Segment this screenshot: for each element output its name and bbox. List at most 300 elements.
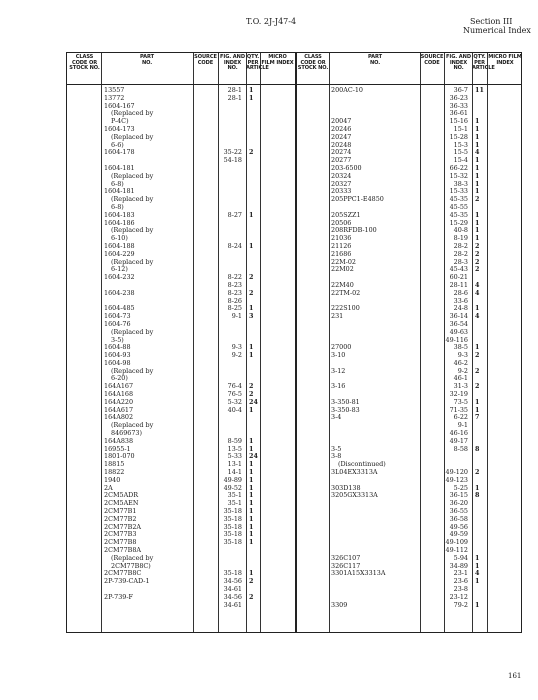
- fig-index-number: 46-2: [453, 358, 468, 367]
- fig-index-number: 15-1: [453, 124, 468, 133]
- fig-index-number: 34-61: [223, 585, 242, 593]
- fig-index-number: 36-14: [449, 312, 468, 321]
- fig-index-number: 8-22: [227, 273, 242, 282]
- part-number: 3-350-83: [331, 405, 360, 414]
- index-row: [67, 352, 521, 360]
- part-number: 303D138: [331, 483, 361, 492]
- part-number: 2CM77B8A: [104, 546, 142, 555]
- part-number: 2CM5AEN: [104, 499, 139, 508]
- part-number: (Replaced by: [111, 366, 154, 375]
- index-row: [67, 547, 521, 555]
- part-number: 22TM-02: [331, 288, 361, 297]
- part-number: 222S100: [331, 304, 360, 313]
- quantity: 1: [475, 140, 480, 149]
- part-number: 200AC-10: [331, 86, 363, 94]
- fig-index-number: 31-3: [453, 382, 468, 391]
- quantity: 1: [475, 132, 480, 141]
- quantity: 2: [475, 351, 480, 360]
- quantity: 1: [475, 117, 480, 126]
- fig-index-number: 49-52: [223, 483, 242, 492]
- part-number: 1801-070: [104, 452, 135, 461]
- fig-index-number: 45-43: [449, 265, 468, 274]
- header-class-code-2: CLASS CODE OR STOCK NO.: [297, 54, 329, 72]
- part-number: 3-16: [331, 382, 346, 391]
- fig-index-number: 36-7: [453, 86, 468, 94]
- fig-index-number: 36-55: [449, 507, 468, 516]
- part-number: 1604-167: [104, 101, 135, 110]
- fig-index-number: 45-35: [449, 210, 468, 219]
- quantity: 1: [249, 304, 254, 313]
- fig-index-number: 9-3: [231, 343, 242, 352]
- numerical-index-table: [66, 52, 522, 633]
- fig-index-number: 36-58: [449, 514, 468, 523]
- part-number: 164A802: [104, 413, 134, 422]
- part-number: 1604-88: [104, 343, 131, 352]
- quantity: 2: [249, 273, 254, 282]
- header-fig-index: FIG. AND INDEX NO.: [220, 54, 245, 72]
- doc-number: T.O. 2J-J47-4: [246, 17, 297, 26]
- quantity: 2: [475, 257, 480, 266]
- fig-index-number: 23-1: [453, 569, 468, 578]
- fig-index-number: 36-61: [449, 109, 468, 118]
- part-number: 205PPC1-E4850: [331, 195, 384, 204]
- fig-index-number: 24-8: [453, 304, 468, 313]
- index-row: [67, 438, 521, 446]
- quantity: 1: [249, 475, 254, 484]
- quantity: 2: [249, 390, 254, 399]
- part-number: 20248: [331, 140, 352, 149]
- fig-index-number: 49-63: [449, 327, 468, 336]
- fig-index-number: 73-5: [453, 397, 468, 406]
- quantity: 1: [475, 179, 480, 188]
- header-source-code: SOURCE CODE: [194, 54, 217, 66]
- fig-index-number: 35-22: [223, 148, 242, 157]
- fig-index-number: 15-16: [449, 117, 468, 126]
- fig-index-number: 28-6: [453, 288, 468, 297]
- index-row: [67, 227, 521, 235]
- quantity: 24: [249, 397, 258, 406]
- header-micro-film-2: MICRO FILM INDEX: [488, 54, 522, 66]
- right-index-list: [67, 87, 521, 609]
- fig-index-number: 35-18: [223, 507, 242, 516]
- part-number: 3-10: [331, 351, 346, 360]
- quantity: 1: [249, 468, 254, 477]
- part-number: 2P-739-CAD-1: [104, 577, 150, 586]
- quantity: 1: [475, 218, 480, 227]
- fig-index-number: 76-4: [227, 382, 242, 391]
- quantity: 2: [475, 468, 480, 477]
- fig-index-number: 71-35: [449, 405, 468, 414]
- fig-index-number: 8-23: [227, 288, 242, 297]
- quantity: 1: [475, 187, 480, 196]
- part-number: 6-8): [111, 202, 124, 211]
- part-number: 2A: [104, 483, 113, 492]
- quantity: 1: [249, 491, 254, 500]
- index-row: [67, 594, 521, 602]
- index-row: [67, 375, 521, 383]
- index-row: [67, 344, 521, 352]
- quantity: 1: [249, 507, 254, 516]
- fig-index-number: 34-56: [223, 592, 242, 601]
- fig-index-number: 60-21: [449, 273, 468, 282]
- page-number: 161: [508, 672, 522, 680]
- part-number: 164A167: [104, 382, 134, 391]
- index-row: [67, 251, 521, 259]
- fig-index-number: 8-26: [227, 296, 242, 305]
- quantity: 1: [249, 444, 254, 453]
- fig-index-number: 8-27: [227, 210, 242, 219]
- quantity: 1: [249, 86, 254, 94]
- fig-index-number: 5-25: [453, 483, 468, 492]
- quantity: 1: [475, 234, 480, 243]
- fig-index-number: 35-18: [223, 530, 242, 539]
- part-number: (Replaced by: [111, 132, 154, 141]
- part-number: 6-20): [111, 374, 128, 383]
- quantity: 1: [249, 522, 254, 531]
- fig-index-number: 9-3: [457, 351, 468, 360]
- fig-index-number: 6-22: [453, 413, 468, 422]
- fig-index-number: 35-1: [227, 499, 242, 508]
- quantity: 4: [475, 288, 480, 297]
- index-row: [67, 407, 521, 415]
- quantity: 1: [249, 93, 254, 102]
- quantity: 4: [475, 312, 480, 321]
- part-number: 3-350-81: [331, 397, 360, 406]
- fig-index-number: 49-120: [445, 468, 468, 477]
- part-number: 1604-93: [104, 351, 131, 360]
- quantity: 2: [249, 288, 254, 297]
- fig-index-number: 28-2: [453, 249, 468, 258]
- part-number: 1604-188: [104, 241, 135, 250]
- quantity: 2: [475, 366, 480, 375]
- part-number: 231: [331, 312, 344, 321]
- part-number: 13772: [104, 93, 125, 102]
- part-number: 2CM77B8: [104, 538, 137, 547]
- part-number: 1604-485: [104, 304, 135, 313]
- part-number: 20327: [331, 179, 352, 188]
- part-number: 6-10): [111, 234, 128, 243]
- quantity: 11: [475, 86, 484, 94]
- part-number: 326C117: [331, 561, 361, 570]
- quantity: 24: [249, 452, 258, 461]
- quantity: 1: [249, 530, 254, 539]
- fig-index-number: 9-1: [231, 312, 242, 321]
- part-number: 3309: [331, 600, 348, 609]
- part-number: 6-8): [111, 179, 124, 188]
- index-row: [67, 290, 521, 298]
- index-row: [67, 360, 521, 368]
- quantity: 1: [249, 343, 254, 352]
- quantity: 1: [249, 460, 254, 469]
- part-number: 1604-232: [104, 273, 135, 282]
- part-number: 20274: [331, 148, 352, 157]
- index-row: [67, 173, 521, 181]
- quantity: 1: [475, 156, 480, 165]
- index-row: [67, 570, 521, 578]
- part-number: (Replaced by: [111, 553, 154, 562]
- quantity: 2: [475, 195, 480, 204]
- quantity: 1: [475, 553, 480, 562]
- part-number: 20324: [331, 171, 352, 180]
- fig-index-number: 76-5: [227, 390, 242, 399]
- part-number: 18822: [104, 468, 125, 477]
- part-number: 1604-178: [104, 148, 135, 157]
- fig-index-number: 15-33: [449, 187, 468, 196]
- fig-index-number: 35-1: [227, 491, 242, 500]
- part-number: 164A617: [104, 405, 134, 414]
- part-number: 8469673): [111, 429, 142, 438]
- quantity: 1: [249, 436, 254, 445]
- index-row: [67, 243, 521, 251]
- fig-index-number: 15-28: [449, 132, 468, 141]
- fig-index-number: 49-112: [445, 546, 468, 555]
- fig-index-number: 28-11: [449, 280, 468, 289]
- part-number: (Replaced by: [111, 257, 154, 266]
- index-row: [67, 220, 521, 228]
- fig-index-number: 38-3: [453, 179, 468, 188]
- quantity: 1: [475, 405, 480, 414]
- quantity: 2: [249, 382, 254, 391]
- fig-index-number: 33-6: [453, 296, 468, 305]
- part-number: 2P-739-F: [104, 592, 133, 601]
- fig-index-number: 5-33: [227, 452, 242, 461]
- quantity: 2: [249, 592, 254, 601]
- quantity: 1: [249, 499, 254, 508]
- part-number: 2CM5ADR: [104, 491, 139, 500]
- quantity: 1: [475, 343, 480, 352]
- fig-index-number: 23-6: [453, 577, 468, 586]
- part-number: 3205GX3313A: [331, 491, 378, 500]
- part-number: 21686: [331, 249, 352, 258]
- quantity: 1: [475, 163, 480, 172]
- part-number: 20246: [331, 124, 352, 133]
- part-number: 22M40: [331, 280, 354, 289]
- quantity: 2: [249, 148, 254, 157]
- fig-index-number: 34-89: [449, 561, 468, 570]
- part-number: 6-12): [111, 265, 128, 274]
- fig-index-number: 54-18: [223, 156, 242, 165]
- fig-index-number: 49-59: [449, 530, 468, 539]
- quantity: 2: [475, 265, 480, 274]
- quantity: 2: [475, 241, 480, 250]
- index-row: [67, 142, 521, 150]
- quantity: 1: [249, 483, 254, 492]
- header-micro-film: MICRO FILM INDEX: [261, 54, 294, 66]
- header-qty-2: QTY. PER ARTICLE: [472, 54, 495, 72]
- index-row: [67, 446, 521, 454]
- part-number: 3301A15X3313A: [331, 569, 386, 578]
- fig-index-number: 15-32: [449, 171, 468, 180]
- quantity: 1: [249, 538, 254, 547]
- quantity: 1: [475, 600, 480, 609]
- part-number: 2CM77B1: [104, 507, 137, 516]
- fig-index-number: 9-1: [457, 421, 468, 430]
- part-number: 1604-76: [104, 319, 131, 328]
- part-number: 208RFDB-100: [331, 226, 377, 235]
- fig-index-number: 35-18: [223, 514, 242, 523]
- part-number: 326C107: [331, 553, 361, 562]
- fig-index-number: 66-22: [449, 163, 468, 172]
- part-number: 20277: [331, 156, 352, 165]
- fig-index-number: 15-3: [453, 140, 468, 149]
- fig-index-number: 8-58: [453, 444, 468, 453]
- fig-index-number: 28-3: [453, 257, 468, 266]
- part-number: 1604-173: [104, 124, 135, 133]
- quantity: 1: [475, 561, 480, 570]
- part-number: 3L04EX3313A: [331, 468, 378, 477]
- index-row: [67, 149, 521, 157]
- header-part-no-2: PART NO.: [368, 54, 382, 66]
- fig-index-number: 79-2: [453, 600, 468, 609]
- index-row: [67, 282, 521, 290]
- quantity: 4: [475, 148, 480, 157]
- fig-index-number: 40-8: [453, 226, 468, 235]
- fig-index-number: 36-23: [449, 93, 468, 102]
- fig-index-number: 28-1: [227, 93, 242, 102]
- quantity: 1: [249, 405, 254, 414]
- fig-index-number: 49-116: [445, 335, 468, 344]
- part-number: P-4C): [111, 117, 129, 126]
- part-number: 2CM77B8C): [111, 561, 151, 570]
- index-row: [67, 235, 521, 243]
- quantity: 2: [475, 382, 480, 391]
- index-row: [67, 453, 521, 461]
- fig-index-number: 15-29: [449, 218, 468, 227]
- part-number: 1604-238: [104, 288, 135, 297]
- part-number: 164A220: [104, 397, 134, 406]
- index-row: [67, 337, 521, 345]
- fig-index-number: 45-35: [449, 195, 468, 204]
- fig-index-number: 28-2: [453, 241, 468, 250]
- fig-index-number: 40-4: [227, 405, 242, 414]
- part-number: 3-8: [331, 452, 342, 461]
- fig-index-number: 8-24: [227, 241, 242, 250]
- part-number: 203-6500: [331, 163, 362, 172]
- fig-index-number: 15-4: [453, 156, 468, 165]
- index-row: [67, 563, 521, 571]
- part-number: 2CM77B2: [104, 514, 137, 523]
- part-number: 1604-183: [104, 210, 135, 219]
- fig-index-number: 5-94: [453, 553, 468, 562]
- quantity: 2: [475, 249, 480, 258]
- part-number: 20506: [331, 218, 352, 227]
- part-number: 13557: [104, 86, 125, 94]
- header-source-code-2: SOURCE CODE: [420, 54, 444, 66]
- fig-index-number: 9-2: [231, 351, 242, 360]
- part-number: 1604-181: [104, 187, 135, 196]
- part-number: 1604-73: [104, 312, 131, 321]
- part-number: 18815: [104, 460, 125, 469]
- fig-index-number: 45-55: [449, 202, 468, 211]
- fig-index-number: 46-16: [449, 429, 468, 438]
- quantity: 1: [249, 241, 254, 250]
- fig-index-number: 35-18: [223, 538, 242, 547]
- quantity: 1: [475, 171, 480, 180]
- fig-index-number: 15-5: [453, 148, 468, 157]
- part-number: 1940: [104, 475, 121, 484]
- part-number: 16955-1: [104, 444, 131, 453]
- fig-index-number: 49-123: [445, 475, 468, 484]
- fig-index-number: 49-17: [449, 436, 468, 445]
- part-number: (Discontinued): [338, 460, 386, 469]
- part-number: 1604-186: [104, 218, 135, 227]
- fig-index-number: 46-1: [453, 374, 468, 383]
- fig-index-number: 36-54: [449, 319, 468, 328]
- quantity: 1: [475, 304, 480, 313]
- fig-index-number: 36-33: [449, 101, 468, 110]
- index-row: [67, 134, 521, 142]
- part-number: 27000: [331, 343, 352, 352]
- part-number: 1604-229: [104, 249, 135, 258]
- part-number: 22M-02: [331, 257, 356, 266]
- fig-index-number: 13-1: [227, 460, 242, 469]
- part-number: 164A838: [104, 436, 134, 445]
- fig-index-number: 34-61: [223, 600, 242, 609]
- part-number: 1604-98: [104, 358, 131, 367]
- fig-index-number: 36-15: [449, 491, 468, 500]
- part-number: (Replaced by: [111, 109, 154, 118]
- part-number: 3-5): [111, 335, 124, 344]
- fig-index-number: 13-5: [227, 444, 242, 453]
- quantity: 4: [475, 569, 480, 578]
- quantity: 1: [475, 210, 480, 219]
- section-label: Section III: [470, 17, 513, 26]
- part-number: (Replaced by: [111, 171, 154, 180]
- part-number: 2CM77B2A: [104, 522, 142, 531]
- fig-index-number: 9-2: [457, 366, 468, 375]
- fig-index-number: 8-59: [227, 436, 242, 445]
- quantity: 1: [475, 577, 480, 586]
- quantity: 1: [475, 124, 480, 133]
- part-number: 20247: [331, 132, 352, 141]
- fig-index-number: 32-19: [449, 390, 468, 399]
- part-number: (Replaced by: [111, 327, 154, 336]
- fig-index-number: 35-18: [223, 522, 242, 531]
- index-row: [67, 298, 521, 306]
- part-number: 1604-181: [104, 163, 135, 172]
- header-qty: QTY. PER ARTICLE: [246, 54, 269, 72]
- fig-index-number: 5-32: [227, 397, 242, 406]
- quantity: 1: [249, 210, 254, 219]
- fig-index-number: 8-25: [227, 304, 242, 313]
- fig-index-number: 23-12: [449, 592, 468, 601]
- fig-index-number: 8-23: [227, 280, 242, 289]
- quantity: 2: [249, 577, 254, 586]
- quantity: 3: [249, 312, 254, 321]
- part-number: 3-12: [331, 366, 346, 375]
- part-number: 2CM77B8C: [104, 569, 142, 578]
- part-number: 21126: [331, 241, 352, 250]
- part-number: (Replaced by: [111, 421, 154, 430]
- part-number: (Replaced by: [111, 195, 154, 204]
- fig-index-number: 34-56: [223, 577, 242, 586]
- fig-index-number: 28-1: [227, 86, 242, 94]
- quantity: 1: [475, 483, 480, 492]
- quantity: 1: [475, 397, 480, 406]
- index-row: [67, 602, 521, 610]
- part-number: 20047: [331, 117, 352, 126]
- section-title: Numerical Index: [463, 26, 531, 35]
- part-number: 164A168: [104, 390, 134, 399]
- part-number: 2CM77B3: [104, 530, 137, 539]
- part-number: 6-6): [111, 140, 124, 149]
- part-number: 20333: [331, 187, 352, 196]
- fig-index-number: 49-56: [449, 522, 468, 531]
- header-fig-index-2: FIG. AND INDEX NO.: [446, 54, 471, 72]
- part-number: (Replaced by: [111, 226, 154, 235]
- part-number: 3-4: [331, 413, 342, 422]
- quantity: 8: [475, 444, 480, 453]
